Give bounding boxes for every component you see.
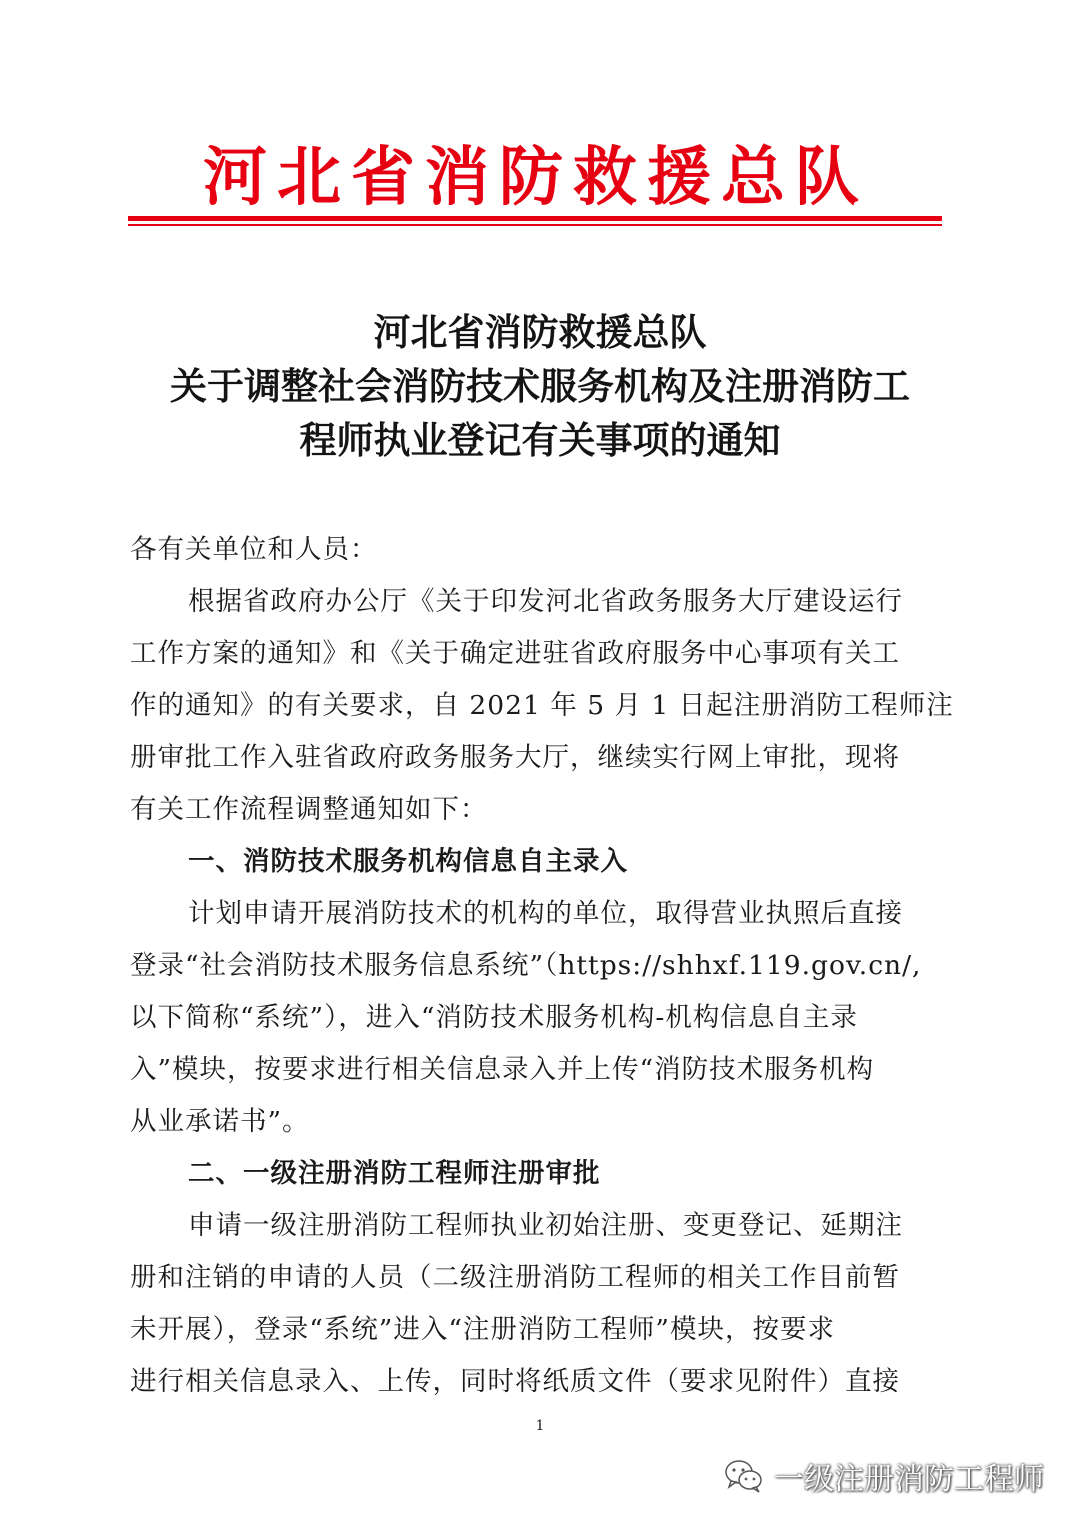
salutation: 各有关单位和人员： bbox=[130, 534, 378, 565]
section-heading-2: 二、一级注册消防工程师注册审批 bbox=[188, 1158, 601, 1189]
page-number: 1 bbox=[535, 1418, 545, 1434]
wechat-icon bbox=[724, 1459, 764, 1493]
paragraph-line: 计划申请开展消防技术的机构的单位，取得营业执照后直接 bbox=[188, 898, 903, 929]
title-line: 河北省消防救援总队 bbox=[373, 311, 707, 354]
paragraph-line: 册和注销的申请的人员（二级注册消防工程师的相关工作目前暂 bbox=[130, 1262, 900, 1293]
document-body bbox=[130, 524, 952, 1408]
paragraph-line: 作的通知》的有关要求，自 2021 年 5 月 1 日起注册消防工程师注 bbox=[130, 690, 954, 721]
paragraph-line: 申请一级注册消防工程师执业初始注册、变更登记、延期注 bbox=[188, 1210, 903, 1241]
wechat-watermark bbox=[724, 1456, 1044, 1496]
section-heading-1: 一、消防技术服务机构信息自主录入 bbox=[188, 846, 628, 877]
paragraph-line: 工作方案的通知》和《关于确定进驻省政府服务中心事项有关工 bbox=[130, 638, 900, 669]
paragraph-line: 进行相关信息录入、上传，同时将纸质文件（要求见附件）直接 bbox=[130, 1366, 900, 1397]
org-header: 河北省消防救援总队 bbox=[203, 141, 869, 215]
paragraph-line: 册审批工作入驻省政府政务服务大厅，继续实行网上审批，现将 bbox=[130, 742, 900, 773]
document-title bbox=[100, 306, 980, 468]
watermark-text: 一级注册消防工程师 bbox=[774, 1462, 1044, 1497]
title-line: 关于调整社会消防技术服务机构及注册消防工 bbox=[170, 365, 910, 408]
paragraph-line: 入”模块，按要求进行相关信息录入并上传“消防技术服务机构 bbox=[130, 1054, 875, 1085]
paragraph-line: 从业承诺书”。 bbox=[130, 1106, 310, 1137]
paragraph-line: 根据省政府办公厅《关于印发河北省政务服务大厅建设运行 bbox=[188, 586, 903, 617]
header-rule-thick bbox=[128, 216, 942, 221]
title-line: 程师执业登记有关事项的通知 bbox=[299, 419, 781, 462]
paragraph-line: 未开展），登录“系统”进入“注册消防工程师”模块，按要求 bbox=[130, 1314, 835, 1345]
header-rule-thin bbox=[128, 224, 942, 226]
paragraph-line: 登录“社会消防技术服务信息系统”（https://shhxf.119.gov.cn/, bbox=[130, 950, 922, 981]
paragraph-line: 以下简称“系统”），进入“消防技术服务机构-机构信息自主录 bbox=[130, 1002, 858, 1033]
paragraph-line: 有关工作流程调整通知如下： bbox=[130, 794, 488, 825]
